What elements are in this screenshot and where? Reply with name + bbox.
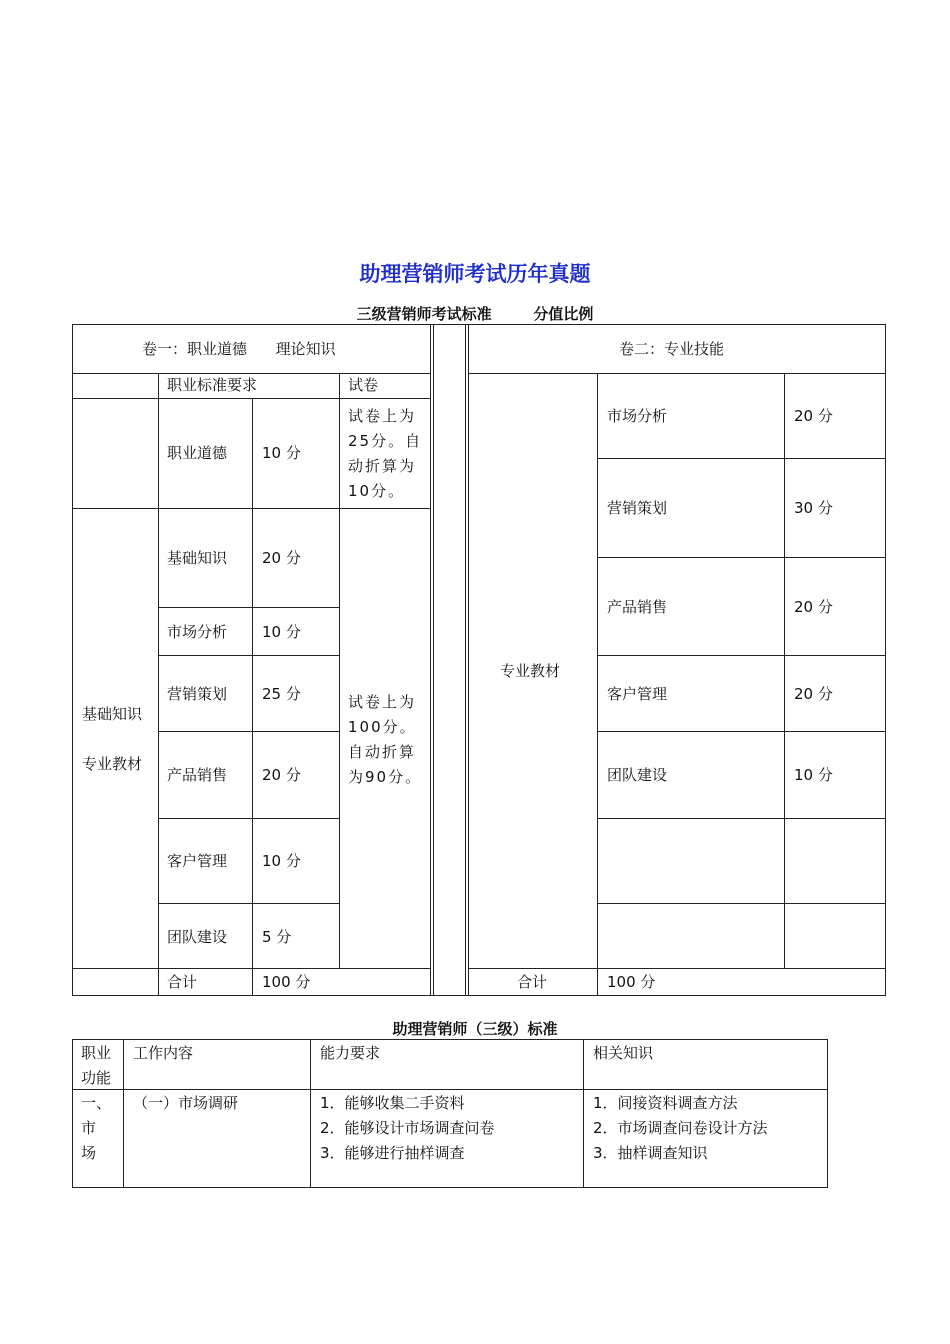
exam-column-header: 试卷 (348, 376, 379, 394)
p1-total-label: 合计 (167, 973, 198, 991)
p1-row-label: 产品销售 (167, 766, 228, 784)
header-knowledge: 相关知识 (593, 1044, 654, 1062)
score-ratio-subtitle: 三级营销师考试标准 分值比例 (356, 305, 594, 323)
ability-item: 2．能够设计市场调查问卷 (320, 1119, 495, 1137)
work-content: （一）市场调研 (133, 1094, 239, 1112)
p1-row-score: 10 分 (262, 623, 301, 641)
ability-item: 1．能够收集二手资料 (320, 1094, 465, 1112)
group-label-basic: 基础知识 (82, 705, 143, 723)
p2-row-label: 产品销售 (607, 598, 668, 616)
p2-row-score: 20 分 (794, 685, 833, 703)
knowledge-item: 3．抽样调查知识 (593, 1144, 708, 1162)
p1-row-score: 20 分 (262, 766, 301, 784)
paper1-header: 卷一：职业道德 理论知识 (142, 340, 336, 358)
p1-row-score: 20 分 (262, 549, 301, 567)
ethics-label: 职业道德 (167, 444, 228, 462)
p1-row-label: 市场分析 (167, 623, 228, 641)
p1-row-label: 基础知识 (167, 549, 228, 567)
ability-item: 3．能够进行抽样调查 (320, 1144, 465, 1162)
p2-row-score: 30 分 (794, 499, 833, 517)
p1-row-label: 团队建设 (167, 928, 228, 946)
p1-total-value: 100 分 (262, 973, 311, 991)
header-content: 工作内容 (133, 1044, 194, 1062)
p2-row-score: 20 分 (794, 407, 833, 425)
p2-row-score: 10 分 (794, 766, 833, 784)
group-note: 试卷上为100分。自动折算为90分。 (348, 693, 423, 786)
p2-row-label: 营销策划 (607, 499, 668, 517)
p2-row-score: 20 分 (794, 598, 833, 616)
p1-row-label: 营销策划 (167, 685, 228, 703)
p1-row-label: 客户管理 (167, 852, 228, 870)
p2-row-label: 客户管理 (607, 685, 668, 703)
function-char: 场 (81, 1144, 97, 1162)
header-function: 职业功能 (81, 1044, 112, 1087)
standard-caption: 助理营销师（三级）标准 (392, 1020, 558, 1038)
p2-total-label: 合计 (517, 973, 548, 991)
function-char: 市 (81, 1119, 97, 1137)
knowledge-item: 1．间接资料调查方法 (593, 1094, 738, 1112)
p2-row-label: 团队建设 (607, 766, 668, 784)
p1-row-score: 5 分 (262, 928, 292, 946)
p2-total-value: 100 分 (607, 973, 656, 991)
requirement-column-header: 职业标准要求 (167, 376, 258, 394)
ethics-score: 10 分 (262, 444, 301, 462)
p2-group-label: 专业教材 (500, 662, 561, 680)
p1-row-score: 10 分 (262, 852, 301, 870)
paper2-header: 卷二：专业技能 (619, 340, 725, 358)
knowledge-item: 2．市场调查问卷设计方法 (593, 1119, 768, 1137)
p1-row-score: 25 分 (262, 685, 301, 703)
header-ability: 能力要求 (320, 1044, 381, 1062)
ethics-note: 试卷上为25分。自动折算为10分。 (348, 407, 423, 500)
p2-row-label: 市场分析 (607, 407, 668, 425)
page-title: 助理营销师考试历年真题 (359, 262, 591, 286)
function-char: 一、 (81, 1094, 112, 1112)
group-label-textbook: 专业教材 (82, 755, 143, 773)
